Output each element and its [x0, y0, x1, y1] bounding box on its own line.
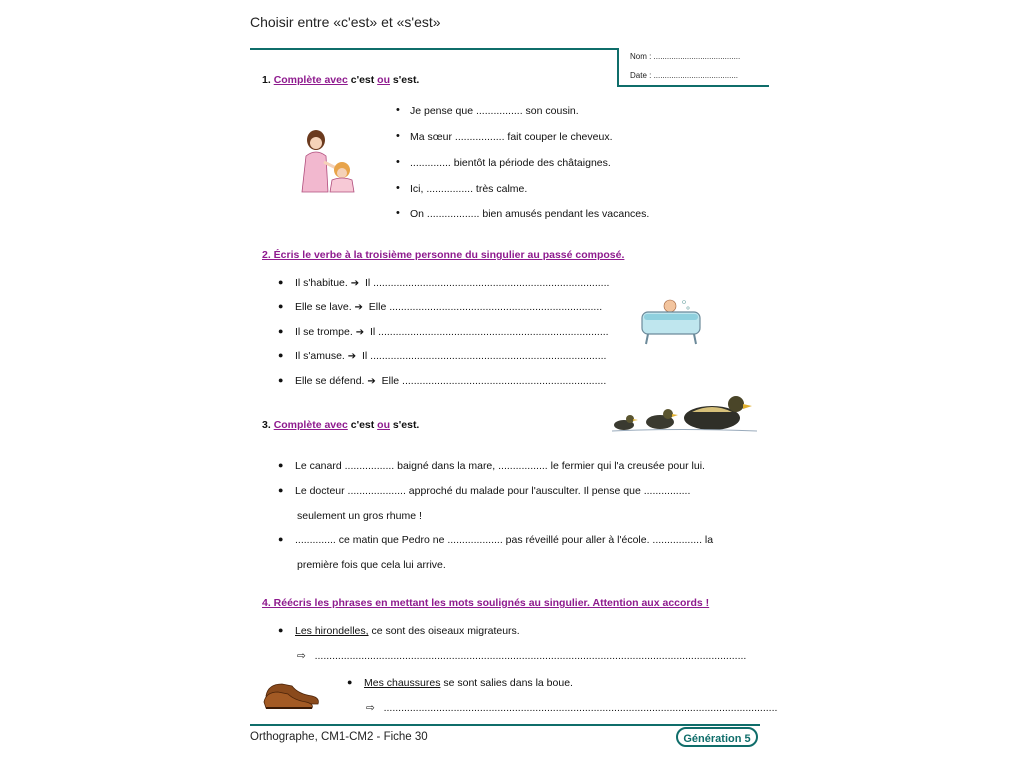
arrow-icon: ➔: [347, 351, 357, 362]
header-box-divider: [617, 48, 619, 86]
shoes-illustration: [262, 674, 322, 710]
date-field[interactable]: Date : ......................................: [630, 71, 739, 80]
s2-item-2: ● Elle se lave. ➔ Elle .........................................................................: [295, 301, 602, 313]
s1-item-4: • Ici, ................ très calme.: [410, 183, 527, 195]
hollow-arrow-icon: ⇨: [366, 702, 375, 714]
s4-answer-2: [366, 702, 777, 714]
ducks-illustration: [612, 392, 757, 434]
arrow-icon: ➔: [350, 278, 360, 289]
s3-line-2: ● Le docteur .................... approché du malade pour l'ausculter. Il pense que ................: [295, 485, 690, 497]
s2-answer-1[interactable]: Il .................................................................................: [364, 277, 610, 289]
s4-item-2: ● Mes chaussures se sont salies dans la boue.: [364, 677, 573, 689]
s2-item-1: ● Il s'habitue. ➔ Il .................................................................................: [295, 277, 609, 289]
arrow-icon: ➔: [355, 327, 365, 338]
s3-line-4: ● .............. ce matin que Pedro ne ................... pas réveillé pour aller à l'école. ................. la: [295, 534, 713, 546]
s4-answer-2-line[interactable]: .......................................................................................................................................: [383, 702, 778, 714]
s2-item-5: ● Elle se défend. ➔ Elle ......................................................................: [295, 375, 606, 387]
page-title: Choisir entre «c'est» et «s'est»: [250, 14, 441, 30]
s2-answer-4[interactable]: Il .................................................................................: [362, 350, 607, 362]
hollow-arrow-icon: ⇨: [297, 650, 306, 662]
s3-line-3: seulement un gros rhume !: [297, 510, 422, 522]
s1-item-1: • Je pense que ................ son cousin.: [410, 105, 579, 117]
s4-item-1: ● Les hirondelles, ce sont des oiseaux migrateurs.: [295, 625, 520, 637]
s4-answer-1: [297, 650, 746, 662]
name-field[interactable]: Nom : .......................................: [630, 52, 741, 61]
s1-item-3: • .............. bientôt la période des châtaignes.: [410, 157, 611, 169]
footer-rule: [250, 724, 760, 726]
section-2-title: 2. Écris le verbe à la troisième personne du singulier au passé composé.: [262, 249, 625, 261]
section-1-title: 1. Complète avec c'est ou s'est.: [262, 74, 420, 86]
hairdresser-illustration: [298, 128, 358, 194]
section-4-title: 4. Réécris les phrases en mettant les mots soulignés au singulier. Attention aux accords !: [262, 597, 710, 609]
s2-answer-5[interactable]: Elle ......................................................................: [381, 375, 607, 387]
s2-item-4: ● Il s'amuse. ➔ Il .................................................................................: [295, 350, 606, 362]
header-box-bottom: [617, 85, 769, 87]
s2-answer-3[interactable]: Il ...............................................................................: [369, 326, 609, 338]
bathtub-illustration: [640, 296, 704, 348]
s2-answer-2[interactable]: Elle .........................................................................: [368, 301, 603, 313]
s4-answer-1-line[interactable]: ....................................................................................................................................................: [314, 650, 747, 662]
publisher-badge: Génération 5: [676, 727, 758, 747]
s1-item-2: • Ma sœur ................. fait couper le cheveux.: [410, 131, 613, 143]
header-rule: [250, 48, 618, 50]
s3-line-5: première fois que cela lui arrive.: [297, 559, 446, 571]
arrow-icon: ➔: [367, 376, 376, 387]
s3-line-1: ● Le canard ................. baigné dans la mare, ................. le fermier qui l'a creusée pour lui.: [295, 460, 705, 472]
s2-item-3: ● Il se trompe. ➔ Il ...............................................................................: [295, 326, 609, 338]
footer-label: Orthographe, CM1-CM2 - Fiche 30: [250, 731, 428, 743]
s1-item-5: • On .................. bien amusés pendant les vacances.: [410, 208, 649, 220]
arrow-icon: ➔: [354, 302, 363, 313]
section-3-title: 3. Complète avec c'est ou s'est.: [262, 419, 420, 431]
